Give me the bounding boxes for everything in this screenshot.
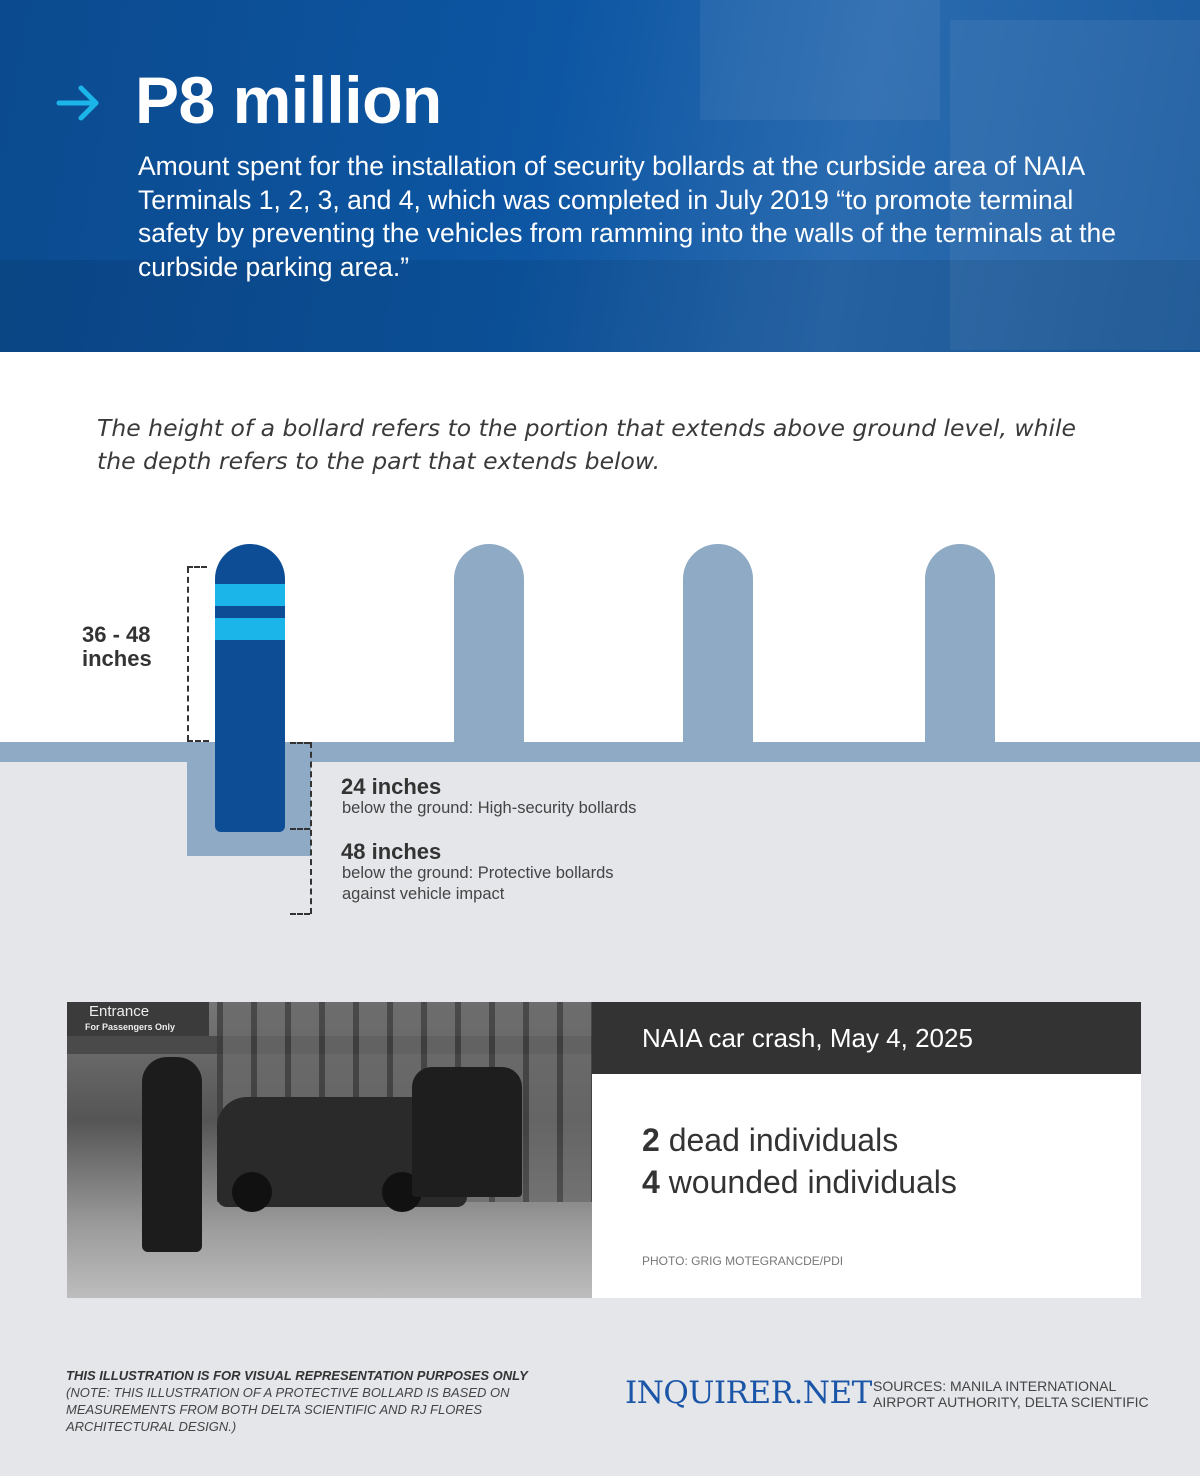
entrance-sign-subtext: For Passengers Only <box>85 1022 176 1032</box>
reflective-stripe-1 <box>215 584 285 606</box>
crash-card-body <box>592 1074 1141 1298</box>
photo-officer <box>142 1057 202 1252</box>
wounded-label: wounded individuals <box>668 1164 957 1200</box>
arrow-right-icon <box>56 80 102 126</box>
dead-stat <box>642 1122 898 1159</box>
depth-1-caption: below the ground: High-security bollards <box>342 799 637 817</box>
reflective-stripe-2 <box>215 618 285 640</box>
height-tick-bottom <box>187 740 209 742</box>
amount-title: P8 million <box>135 63 442 137</box>
note-body: (NOTE: THIS ILLUSTRATION OF A PROTECTIVE BOLLARD IS BASED ON MEASUREMENTS FROM BOTH DELTA SCIENTIFIC AND RJ FLORES ARCHITECTURAL DESIGN.) <box>66 1385 510 1434</box>
bollard-4 <box>925 544 995 744</box>
dead-label: dead individuals <box>668 1122 899 1158</box>
sources-text: SOURCES: MANILA INTERNATIONAL AIRPORT AUTHORITY, DELTA SCIENTIFIC <box>873 1378 1149 1410</box>
height-dimension-line <box>187 567 189 741</box>
depth-tick-top <box>290 742 310 744</box>
wounded-count: 4 <box>642 1164 660 1200</box>
height-unit: inches <box>82 646 152 671</box>
depth-dimension-line <box>310 742 312 914</box>
crash-card-header <box>592 1002 1141 1074</box>
height-label <box>82 623 152 671</box>
height-value: 36 - 48 <box>82 622 151 647</box>
ground-level-line <box>0 742 1200 762</box>
header-banner <box>0 0 1200 352</box>
intro-text: The height of a bollard refers to the portion that extends above ground level, while the depth refers to the part that extends below. <box>97 414 1076 475</box>
depth-2-value: 48 inches <box>341 839 442 864</box>
amount-description: Amount spent for the installation of security bollards at the curbside area of NAIA Terminals 1, 2, 3, and 4, which was completed in July 2019 “to promote terminal safety by preventing the vehicles from ramming into the walls of the terminals at the curbside parking area.” <box>138 151 1117 282</box>
crash-card-title: NAIA car crash, May 4, 2025 <box>642 1023 973 1053</box>
bollard-2 <box>454 544 524 744</box>
dead-count: 2 <box>642 1122 660 1158</box>
main-bollard <box>215 544 285 832</box>
depth-2-caption-line2: against vehicle impact <box>342 885 505 903</box>
background-sign-shape <box>700 0 940 120</box>
wounded-stat <box>642 1164 957 1201</box>
diagram-background <box>0 352 1200 742</box>
entrance-sign-text: Entrance <box>89 1003 150 1020</box>
photo-credit: PHOTO: GRIG MOTEGRANCDE/PDI <box>642 1254 844 1268</box>
depth-2-caption <box>342 863 614 905</box>
depth-tick-middle <box>290 828 310 830</box>
depth-1-value: 24 inches <box>341 774 442 799</box>
height-tick-top <box>187 566 207 568</box>
photo-suv-wheel <box>232 1172 272 1212</box>
illustration-note <box>66 1367 586 1435</box>
photo-entrance-sign <box>67 1002 209 1036</box>
inquirer-logo[interactable]: INQUIRER.NET <box>625 1375 872 1411</box>
depth-tick-bottom <box>290 913 310 915</box>
crash-photo <box>67 1002 592 1298</box>
depth-2-caption-line1: below the ground: Protective bollards <box>342 864 614 882</box>
note-title: THIS ILLUSTRATION IS FOR VISUAL REPRESENTATION PURPOSES ONLY <box>66 1368 528 1383</box>
photo-officers-group <box>412 1067 522 1197</box>
bollard-3 <box>683 544 753 744</box>
